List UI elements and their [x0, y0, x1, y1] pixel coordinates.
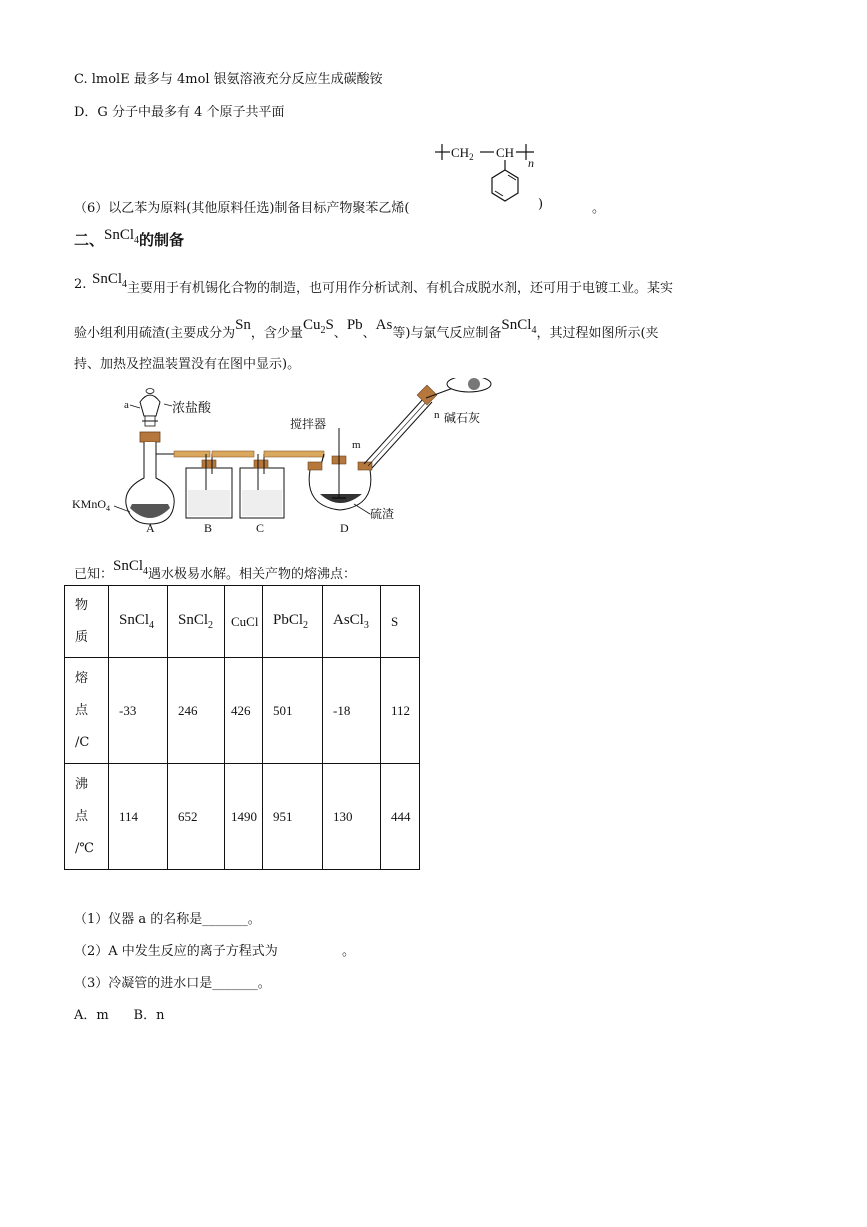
label-A: A: [146, 521, 155, 535]
poly-n-label: n: [528, 156, 534, 170]
sub-question-2-end: 。: [342, 944, 356, 959]
sub-question-1: （1）仪器 a 的名称是_______。: [74, 912, 261, 927]
sub-question-3: （3）冷凝管的进水口是_______。: [74, 976, 271, 991]
section-formula: SnCl$_4$: [104, 227, 140, 246]
benzene-ring-icon: [492, 170, 518, 201]
label-D: D: [340, 521, 349, 535]
label-m: m: [352, 439, 361, 451]
q2-line1: SnCl$_4$主要用于有机锡化合物的制造，也可用作分析试剂、有机合成脱水剂，还可用于电镀工业。某实: [92, 271, 674, 296]
q2-line2: 验小组利用硫渣(主要成分为Sn，含少量$Cu_2S$、Pb、As等)与氯气反应制备SnCl$_4$，其过程如图所示(夹: [74, 317, 659, 341]
known-line: 已知：SnCl$_4$遇水极易水解。相关产物的熔沸点：: [74, 558, 357, 582]
apparatus-svg: [64, 378, 504, 538]
q2-formula: SnCl$_4$: [92, 271, 128, 290]
label-slag: 硫渣: [370, 507, 395, 521]
answer-options: A．m B．n: [74, 1008, 165, 1023]
apparatus-diagram: [64, 378, 504, 542]
label-soda-lime: 碱石灰: [444, 411, 481, 425]
table-cell: 501: [263, 658, 323, 764]
column-sncl4: SnCl$_4$: [109, 586, 168, 658]
table-cell: 426: [225, 658, 263, 764]
column-pbcl2: PbCl$_2$: [263, 586, 323, 658]
label-stirrer: 搅拌器: [290, 417, 327, 431]
question-6-end: 。: [592, 201, 606, 216]
label-kmno4: KMnO$_4$: [72, 497, 111, 513]
option-d: D．G 分子中最多有 4 个原子共平面: [74, 105, 285, 120]
label-a: a: [124, 399, 129, 411]
table-cell: 951: [263, 764, 323, 870]
table-cell: 1490: [225, 764, 263, 870]
label-C: C: [256, 521, 265, 535]
boiling-label-cell: 沸 点 /℃: [65, 764, 109, 870]
option-c: C. lmolE 最多与 4mol 银氨溶液充分反应生成碳酸铵: [74, 72, 383, 87]
table-header-row: [65, 586, 420, 658]
poly-ch2-label: $CH_2$: [451, 145, 474, 162]
column-sncl2: SnCl$_2$: [168, 586, 225, 658]
label-n: n: [434, 409, 440, 421]
polystyrene-drawing: [430, 140, 540, 206]
column-s: S: [381, 586, 420, 658]
column-cucl: CuCl: [225, 586, 263, 658]
known-formula: SnCl$_4$: [113, 558, 149, 577]
q2-line3: 持、加热及控温装置没有在图中显示)。: [74, 357, 301, 372]
table-cell: 652: [168, 764, 225, 870]
melting-label-cell: 熔 点 /C: [65, 658, 109, 764]
sub-question-2: （2）A 中发生反应的离子方程式为: [74, 944, 278, 959]
table-cell: -33: [109, 658, 168, 764]
table-cell: 130: [323, 764, 381, 870]
table-cell: 112: [381, 658, 420, 764]
column-ascl3: AsCl$_3$: [323, 586, 381, 658]
table-row-melting: [65, 658, 420, 764]
q2-number: 2.: [74, 277, 87, 292]
table-cell: 246: [168, 658, 225, 764]
question-6-close: ): [538, 197, 544, 212]
label-B: B: [204, 521, 213, 535]
question-6-text: （6）以乙苯为原料(其他原料任选)制备目标产物聚苯乙烯(: [74, 201, 410, 216]
label-hcl: 浓盐酸: [172, 401, 212, 416]
polystyrene-structure: [430, 140, 540, 210]
header-label-cell: 物 质: [65, 586, 109, 658]
question-6: [74, 197, 410, 216]
table-row-boiling: [65, 764, 420, 870]
properties-table: [64, 585, 420, 870]
table-cell: -18: [323, 658, 381, 764]
section-heading: 二、SnCl$_4$的制备: [74, 227, 185, 249]
table-cell: 114: [109, 764, 168, 870]
table-cell: 444: [381, 764, 420, 870]
poly-ch-label: CH: [496, 145, 515, 160]
